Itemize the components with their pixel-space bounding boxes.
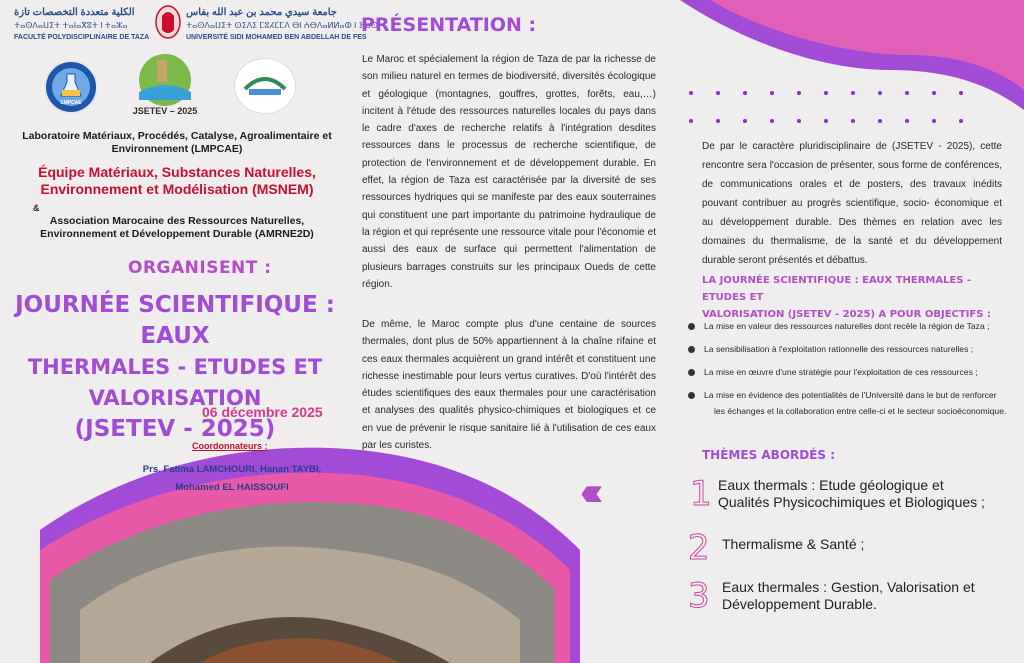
coordinators-names bbox=[140, 461, 324, 497]
chevrons-left-icon: ‹‹‹‹ bbox=[580, 470, 594, 514]
objective-item-text: La mise en œuvre d'une stratégie pour l'exploitation de ces ressources ; bbox=[704, 367, 978, 377]
theme-text-line-1: Eaux thermales : Gestion, Valorisation et bbox=[722, 579, 975, 595]
jsetev-logo-label: JSETEV – 2025 bbox=[132, 106, 198, 116]
lmpcae-logo bbox=[44, 60, 98, 114]
university-tifinagh-name: ⵜⴰⵙⴷⴰⵡⵉⵜ ⵙⵉⴷⵉ ⵎⵓⵃⵎⵎⴷ ⴱⵏ ⵄⴱⴷⴰⵍⵍⴰⵀ ⵏ ⴼⴰⵙ bbox=[186, 21, 378, 30]
theme-text bbox=[722, 579, 1012, 613]
organisent-heading: ORGANISENT : bbox=[128, 258, 272, 278]
theme-number: 1 bbox=[690, 474, 712, 514]
objectives-heading-line-2: VALORISATION (JSETEV - 2025) A POUR OBJECTIFS : bbox=[702, 309, 991, 320]
event-title bbox=[0, 290, 350, 445]
objectives-list bbox=[688, 319, 1024, 411]
decorative-dots-row-2 bbox=[689, 110, 986, 128]
faculty-arabic-name: الكلية متعددة التخصصات تازة bbox=[14, 7, 135, 18]
presentation-paragraph-2: De même, le Maroc compte plus d'une centaine de sources thermales, dont plus de 50% appartiennent à la chaîne rifaine et ces eaux thermales acquièrent un grand intérêt et constituent une richesse inestimable pour leurs vertus curatives. D'où l'intérêt des études scientifiques des eaux thermales pour une caractérisation et analyses des qualités physico-chimiques et biologiques et ce en vue de prévenir le risque sanitaire lié à l'utilisation de ces eaux par les curistes. bbox=[362, 319, 656, 452]
event-title-line-3: (JSETEV - 2025) bbox=[74, 416, 276, 442]
theme-text-line-1: Eaux thermals : Etude géologique et bbox=[718, 477, 944, 493]
objective-item bbox=[688, 365, 1024, 388]
theme-number: 3 bbox=[688, 576, 710, 616]
theme-text bbox=[718, 477, 1018, 511]
jsetev-emblem-icon bbox=[127, 52, 203, 108]
presentation-paragraph-1: Le Maroc et spécialement la région de Taza de par la richesse de son milieu naturel en termes de biodiversité, diversités écologique et géologique (montagnes, gouffres, grottes, forêts, eau,…) incitent à l'étude des ressources naturelles locales du pays dans le cadre d'axes de recherche relatifs à l'intégration desdites ressources dans le processus de recherche scientifique, de protection de l'environnement et de développement durable. En effet, la région de Taza est caractérisée par la diversité de ses ressources hydriques qui se manifeste par des eaux souterraines qui constituent une part importante du patrimoine hydraulique de la région et qui représente une ressource vitale pour l'économie et aussi des eaux de surface qui permettent l'alimentation de plusieurs barrages construits sur les principaux Oueds de cette région. bbox=[362, 54, 656, 290]
themes-heading: THÈMES ABORDÉS : bbox=[702, 448, 836, 462]
bullet-icon bbox=[688, 323, 695, 330]
faculty-tifinagh-name: ⵜⴰⵙⴷⴰⵡⵉⵜ ⵜⴰⵏⴰⴳⵓⵜ ⵏ ⵜⴰⵣⴰ bbox=[14, 21, 128, 30]
event-title-line-1: JOURNÉE SCIENTIFIQUE : EAUX bbox=[15, 292, 335, 349]
bullet-icon bbox=[688, 346, 695, 353]
lab-name: Laboratoire Matériaux, Procédés, Catalyse, Agroalimentaire et Environnement (LMPCAE) bbox=[22, 130, 332, 155]
faculty-name: FACULTÉ POLYDISCIPLINAIRE DE TAZA bbox=[14, 34, 150, 41]
university-arabic-name: جامعة سيدي محمد بن عبد الله بفاس bbox=[186, 7, 337, 18]
theme-text bbox=[722, 536, 1012, 553]
team-name: Équipe Matériaux, Substances Naturelles, Environnement et Modélisation (MSNEM) bbox=[38, 164, 316, 197]
objective-item-text: La mise en évidence des potentialités de l'Université dans le but de renforcer bbox=[704, 390, 997, 400]
coordinators-heading: Coordonnateurs : bbox=[192, 441, 268, 451]
association-emblem-icon bbox=[235, 59, 295, 113]
lmpcae-logo-label: LMPCAE bbox=[60, 100, 82, 106]
event-title-line-2: THERMALES - ETUDES ET VALORISATION bbox=[27, 355, 323, 410]
objective-item-text: La sensibilisation à l'exploitation rationnelle des ressources naturelles ; bbox=[704, 344, 974, 354]
right-intro-paragraph: De par le caractère pluridisciplinaire de (JSETEV - 2025), cette rencontre sera l'occasion de présenter, sous forme de conférences, de communications orales et de posters, des travaux inédits pouvant contribuer au progrès scientifique, socio- économique et au développement durable. Des thèmes en relation avec les domaines du thermalisme, de la santé et du développement durable seront présentés et débattus. bbox=[702, 141, 1002, 266]
decorative-dots-row-1 bbox=[689, 82, 986, 100]
coordinators-line-2: Mohamed EL HAISSOUFI bbox=[175, 482, 289, 493]
theme-text-line-2: Développement Durable. bbox=[722, 596, 877, 612]
bullet-icon bbox=[688, 369, 695, 376]
association-name: Association Marocaine des Ressources Naturelles, Environnement et Développement Durable (AMRNE2D) bbox=[40, 215, 314, 240]
objective-continuation: les échanges et la collaboration entre celle-ci et le secteur socioéconomique. bbox=[714, 406, 1007, 416]
objectives-heading bbox=[702, 272, 1012, 323]
university-seal-logo bbox=[154, 4, 182, 42]
objective-item bbox=[688, 342, 1024, 365]
amrne2d-logo bbox=[234, 58, 296, 114]
jsetev-logo bbox=[127, 52, 203, 118]
ampersand: & bbox=[33, 203, 40, 213]
university-name: UNIVERSITÉ SIDI MOHAMED BEN ABDELLAH DE FES bbox=[186, 34, 367, 41]
objective-item-text: La mise en valeur des ressources naturelles dont recèle la région de Taza ; bbox=[704, 321, 990, 331]
theme-text-line-2: Qualités Physicochimiques et Biologiques ; bbox=[718, 494, 985, 510]
theme-number: 2 bbox=[688, 528, 710, 568]
bullet-icon bbox=[688, 392, 695, 399]
presentation-heading: PRÉSENTATION : bbox=[361, 14, 537, 36]
coordinators-line-1: Prs. Fatima LAMCHOURI, Hanan TAYBI, bbox=[142, 464, 322, 475]
theme-text-line-1: Thermalisme & Santé ; bbox=[722, 536, 865, 552]
objective-item bbox=[688, 319, 1024, 342]
event-date: 06 décembre 2025 bbox=[202, 404, 323, 420]
objectives-heading-line-1: LA JOURNÉE SCIENTIFIQUE : EAUX THERMALES - ETUDES ET bbox=[702, 275, 972, 303]
